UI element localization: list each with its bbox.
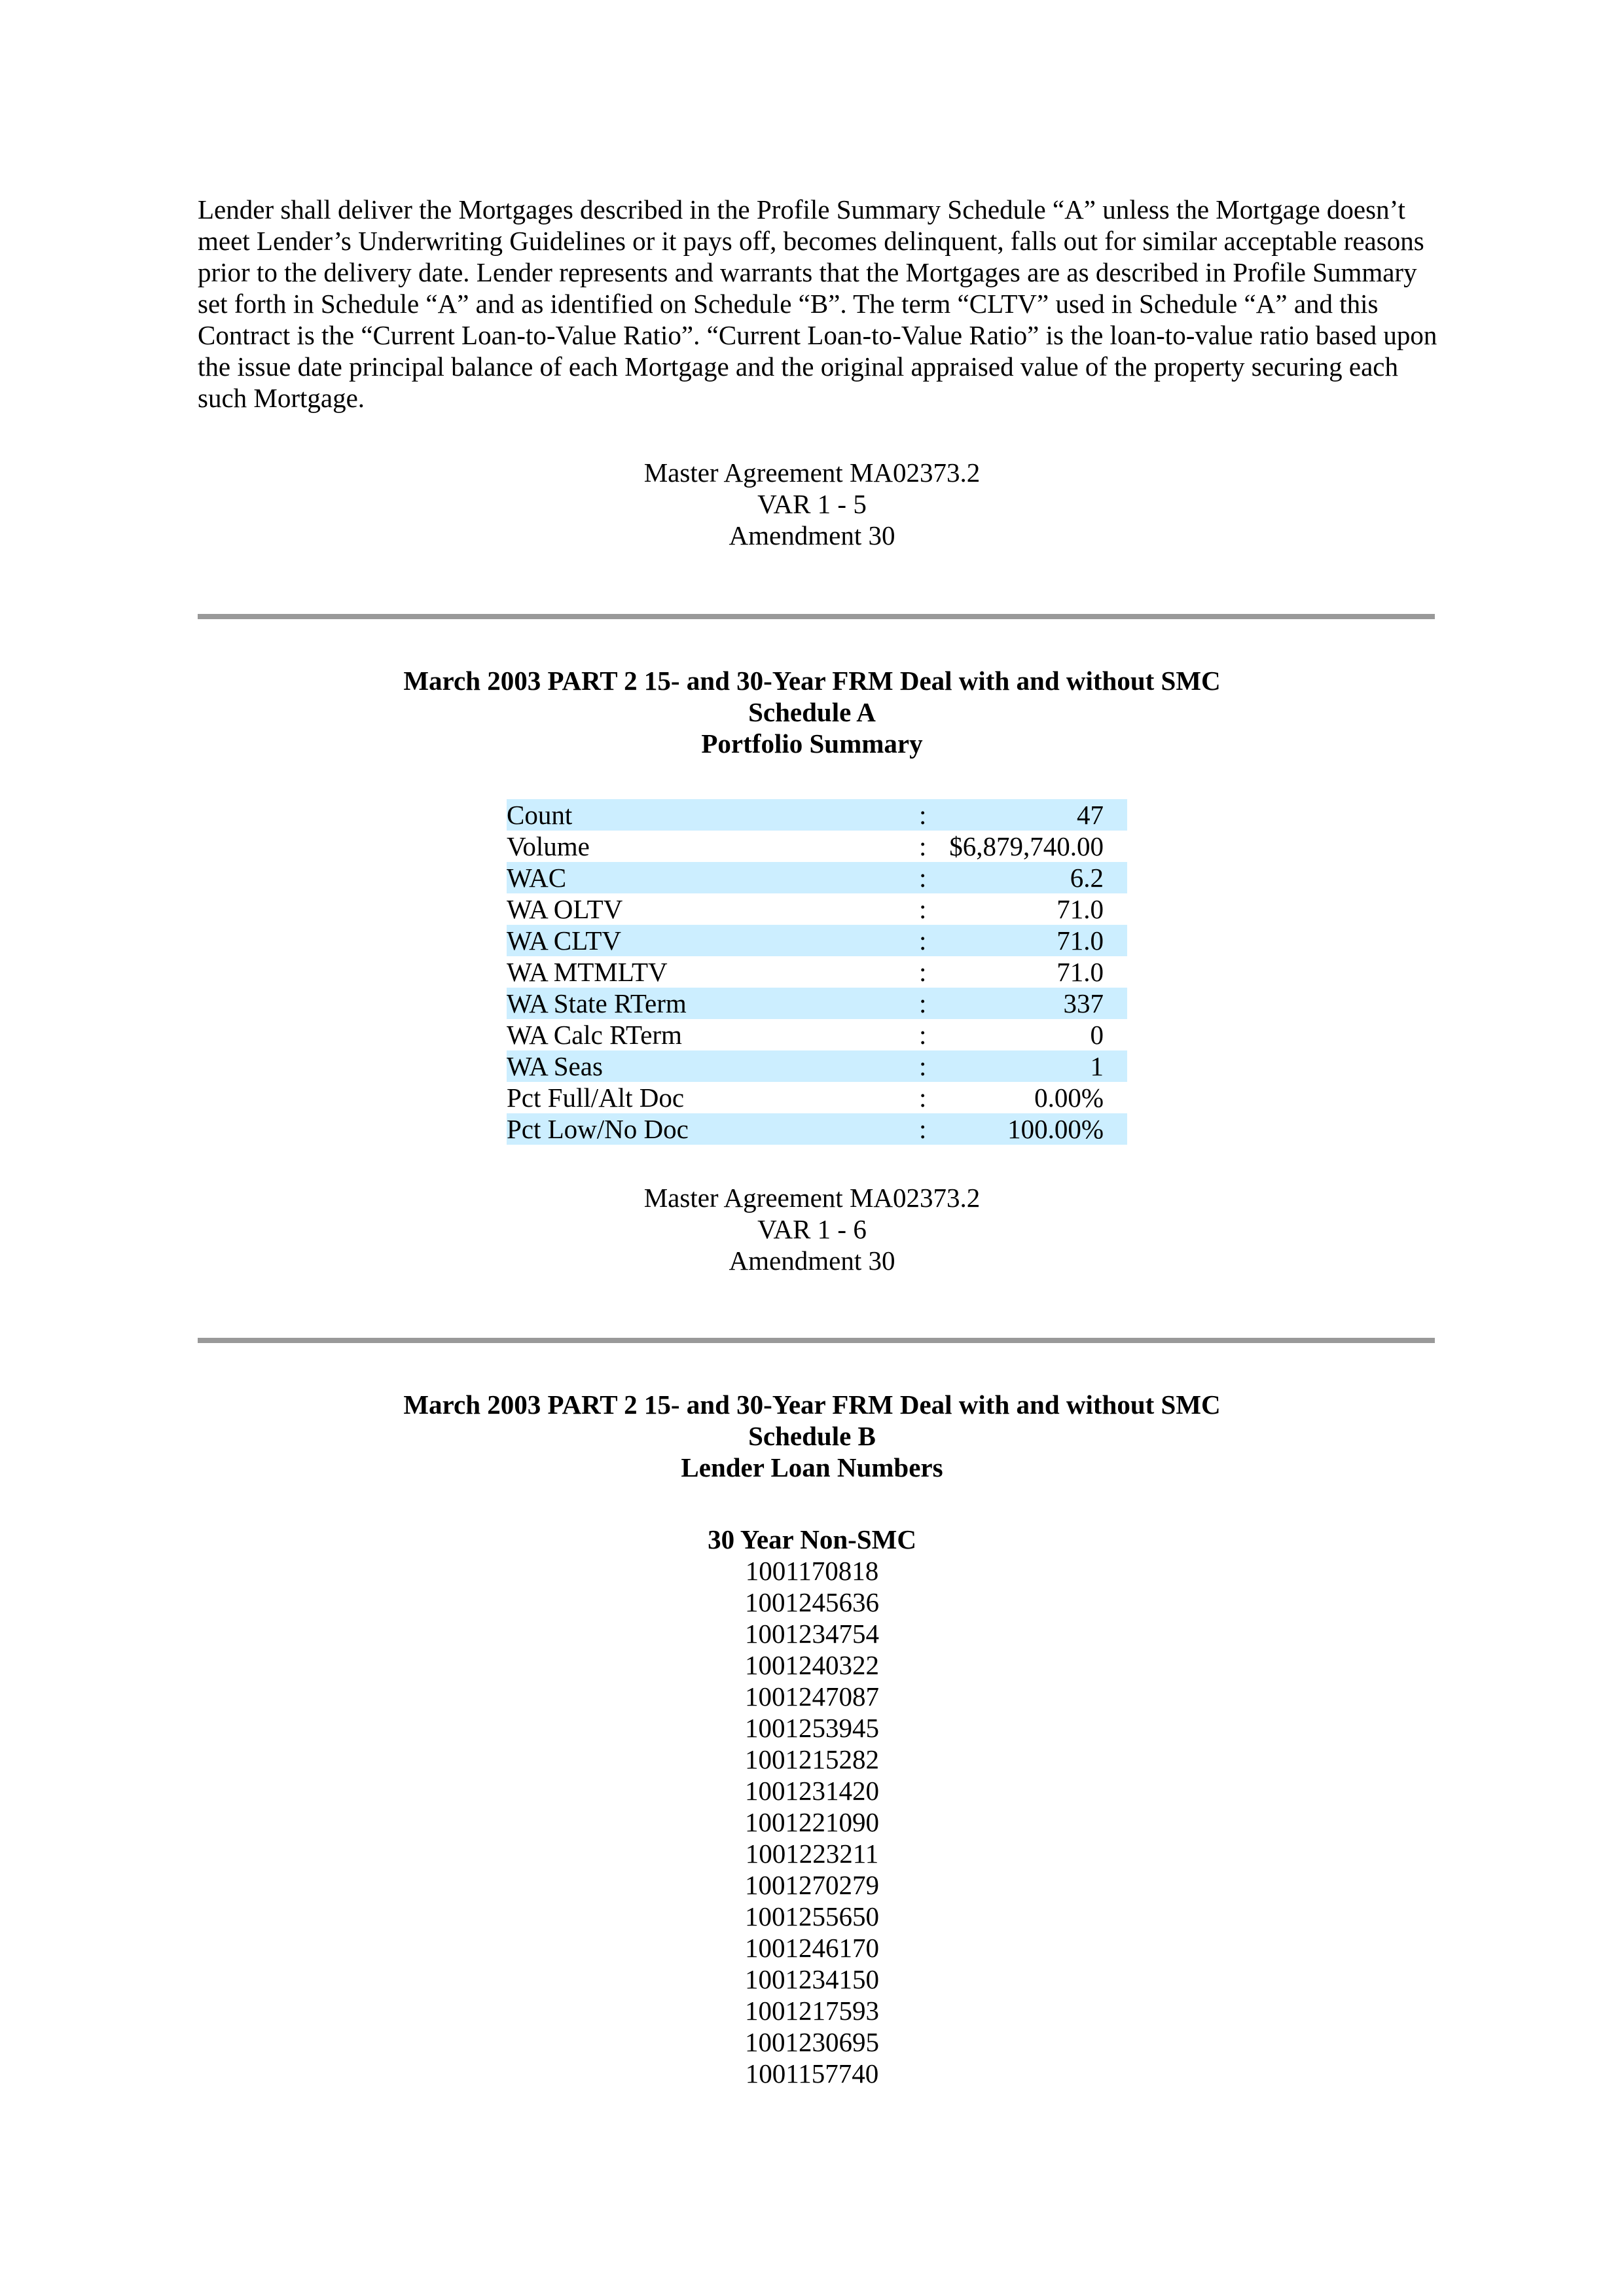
summary-row [507, 893, 1127, 925]
summary-label: WA MTMLTV [507, 957, 668, 987]
summary-value: $6,879,740.00 [949, 831, 1104, 861]
summary-row [507, 956, 1127, 988]
schedule-a-title: March 2003 PART 2 15- and 30-Year FRM Deal with and without SMC [403, 666, 1221, 696]
summary-value: 100.00% [939, 1113, 1127, 1145]
summary-value: 71.0 [1056, 957, 1104, 987]
schedule-a-heading [0, 665, 1624, 759]
schedule-b-heading [0, 1389, 1624, 1483]
summary-separator: : [919, 1083, 927, 1113]
loan-number: 1001240322 [745, 1650, 879, 1680]
footer-agreement: Master Agreement MA02373.2 [643, 457, 981, 488]
summary-row [507, 925, 1127, 956]
loan-number: 1001234150 [745, 1964, 879, 1994]
summary-value: 47 [939, 799, 1127, 831]
loan-number: 1001270279 [745, 1870, 879, 1900]
summary-row [507, 1050, 1127, 1082]
loan-number: 1001221090 [745, 1807, 879, 1837]
schedule-b-label: Schedule B [748, 1421, 876, 1451]
summary-label: Pct Low/No Doc [507, 1113, 919, 1145]
summary-row [507, 799, 1127, 831]
summary-separator: : [919, 862, 939, 893]
summary-label: Count [507, 799, 919, 831]
summary-label: WA CLTV [507, 925, 919, 956]
summary-label: WA Seas [507, 1050, 919, 1082]
page-footer-2 [0, 1182, 1624, 1276]
loan-number: 1001217593 [745, 1996, 879, 2026]
loan-number: 1001230695 [745, 2027, 879, 2057]
summary-value: 6.2 [939, 862, 1127, 893]
footer-var: VAR 1 - 6 [757, 1214, 867, 1244]
loan-numbers-list [0, 1524, 1624, 2089]
summary-label: WA Calc RTerm [507, 1020, 682, 1050]
summary-separator: : [919, 894, 927, 924]
summary-value: 0 [1090, 1020, 1104, 1050]
loan-number: 1001234754 [745, 1619, 879, 1649]
loan-number: 1001246170 [745, 1933, 879, 1963]
summary-separator: : [919, 799, 939, 831]
summary-row [507, 1113, 1127, 1145]
summary-separator: : [919, 988, 939, 1019]
summary-row [507, 1082, 1127, 1113]
footer-amendment: Amendment 30 [729, 1246, 895, 1276]
summary-separator: : [919, 957, 927, 987]
page-divider-2 [198, 1338, 1435, 1343]
summary-separator: : [919, 1050, 939, 1082]
summary-separator: : [919, 1113, 939, 1145]
loan-number: 1001223211 [745, 1839, 879, 1869]
footer-agreement: Master Agreement MA02373.2 [643, 1183, 981, 1213]
schedule-b-subtitle: Lender Loan Numbers [681, 1452, 943, 1482]
portfolio-summary-table [507, 799, 1127, 1145]
page-divider-1 [198, 614, 1435, 619]
summary-value: 0.00% [1034, 1083, 1104, 1113]
loan-number: 1001245636 [745, 1587, 879, 1617]
loan-number: 1001231420 [745, 1776, 879, 1806]
summary-value: 71.0 [939, 925, 1127, 956]
schedule-b-title: March 2003 PART 2 15- and 30-Year FRM Deal with and without SMC [403, 1390, 1221, 1420]
loan-number: 1001170818 [745, 1556, 879, 1586]
summary-separator: : [919, 831, 927, 861]
summary-row [507, 831, 1127, 862]
footer-var: VAR 1 - 5 [757, 489, 867, 519]
summary-separator: : [919, 925, 939, 956]
loan-number: 1001157740 [745, 2058, 879, 2089]
summary-label: Volume [507, 831, 590, 861]
loan-group-heading: 30 Year Non-SMC [708, 1524, 916, 1554]
loan-number: 1001255650 [745, 1901, 879, 1931]
loan-number: 1001215282 [745, 1744, 879, 1774]
summary-row [507, 1019, 1127, 1050]
schedule-a-label: Schedule A [748, 697, 876, 727]
loan-number: 1001247087 [745, 1681, 879, 1712]
page-footer-1 [0, 457, 1624, 551]
summary-label: WAC [507, 862, 919, 893]
summary-value: 337 [939, 988, 1127, 1019]
intro-paragraph: Lender shall deliver the Mortgages described in the Profile Summary Schedule “A” unless the Mortgage doesn’t meet Lender’s Underwriting Guidelines or it pays off, becomes delinquent, falls out for similar acceptable reasons prior to the delivery date. Lender represents and warrants that the Mortgages are as described in Profile Summary set forth in Schedule “A” and as identified on Schedule “B”. The term “CLTV” used in Schedule “A” and this Contract is the “Current Loan-to-Value Ratio”. “Current Loan-to-Value Ratio” is the loan-to-value ratio based upon the issue date principal balance of each Mortgage and the original appraised value of the property securing each such Mortgage. [198, 194, 1437, 413]
summary-label: WA State RTerm [507, 988, 919, 1019]
summary-separator: : [919, 1020, 927, 1050]
summary-label: Pct Full/Alt Doc [507, 1083, 685, 1113]
loan-number: 1001253945 [745, 1713, 879, 1743]
summary-label: WA OLTV [507, 894, 623, 924]
summary-row [507, 862, 1127, 893]
summary-value: 1 [939, 1050, 1127, 1082]
summary-row [507, 988, 1127, 1019]
footer-amendment: Amendment 30 [729, 520, 895, 550]
summary-value: 71.0 [1056, 894, 1104, 924]
schedule-a-subtitle: Portfolio Summary [701, 728, 923, 759]
